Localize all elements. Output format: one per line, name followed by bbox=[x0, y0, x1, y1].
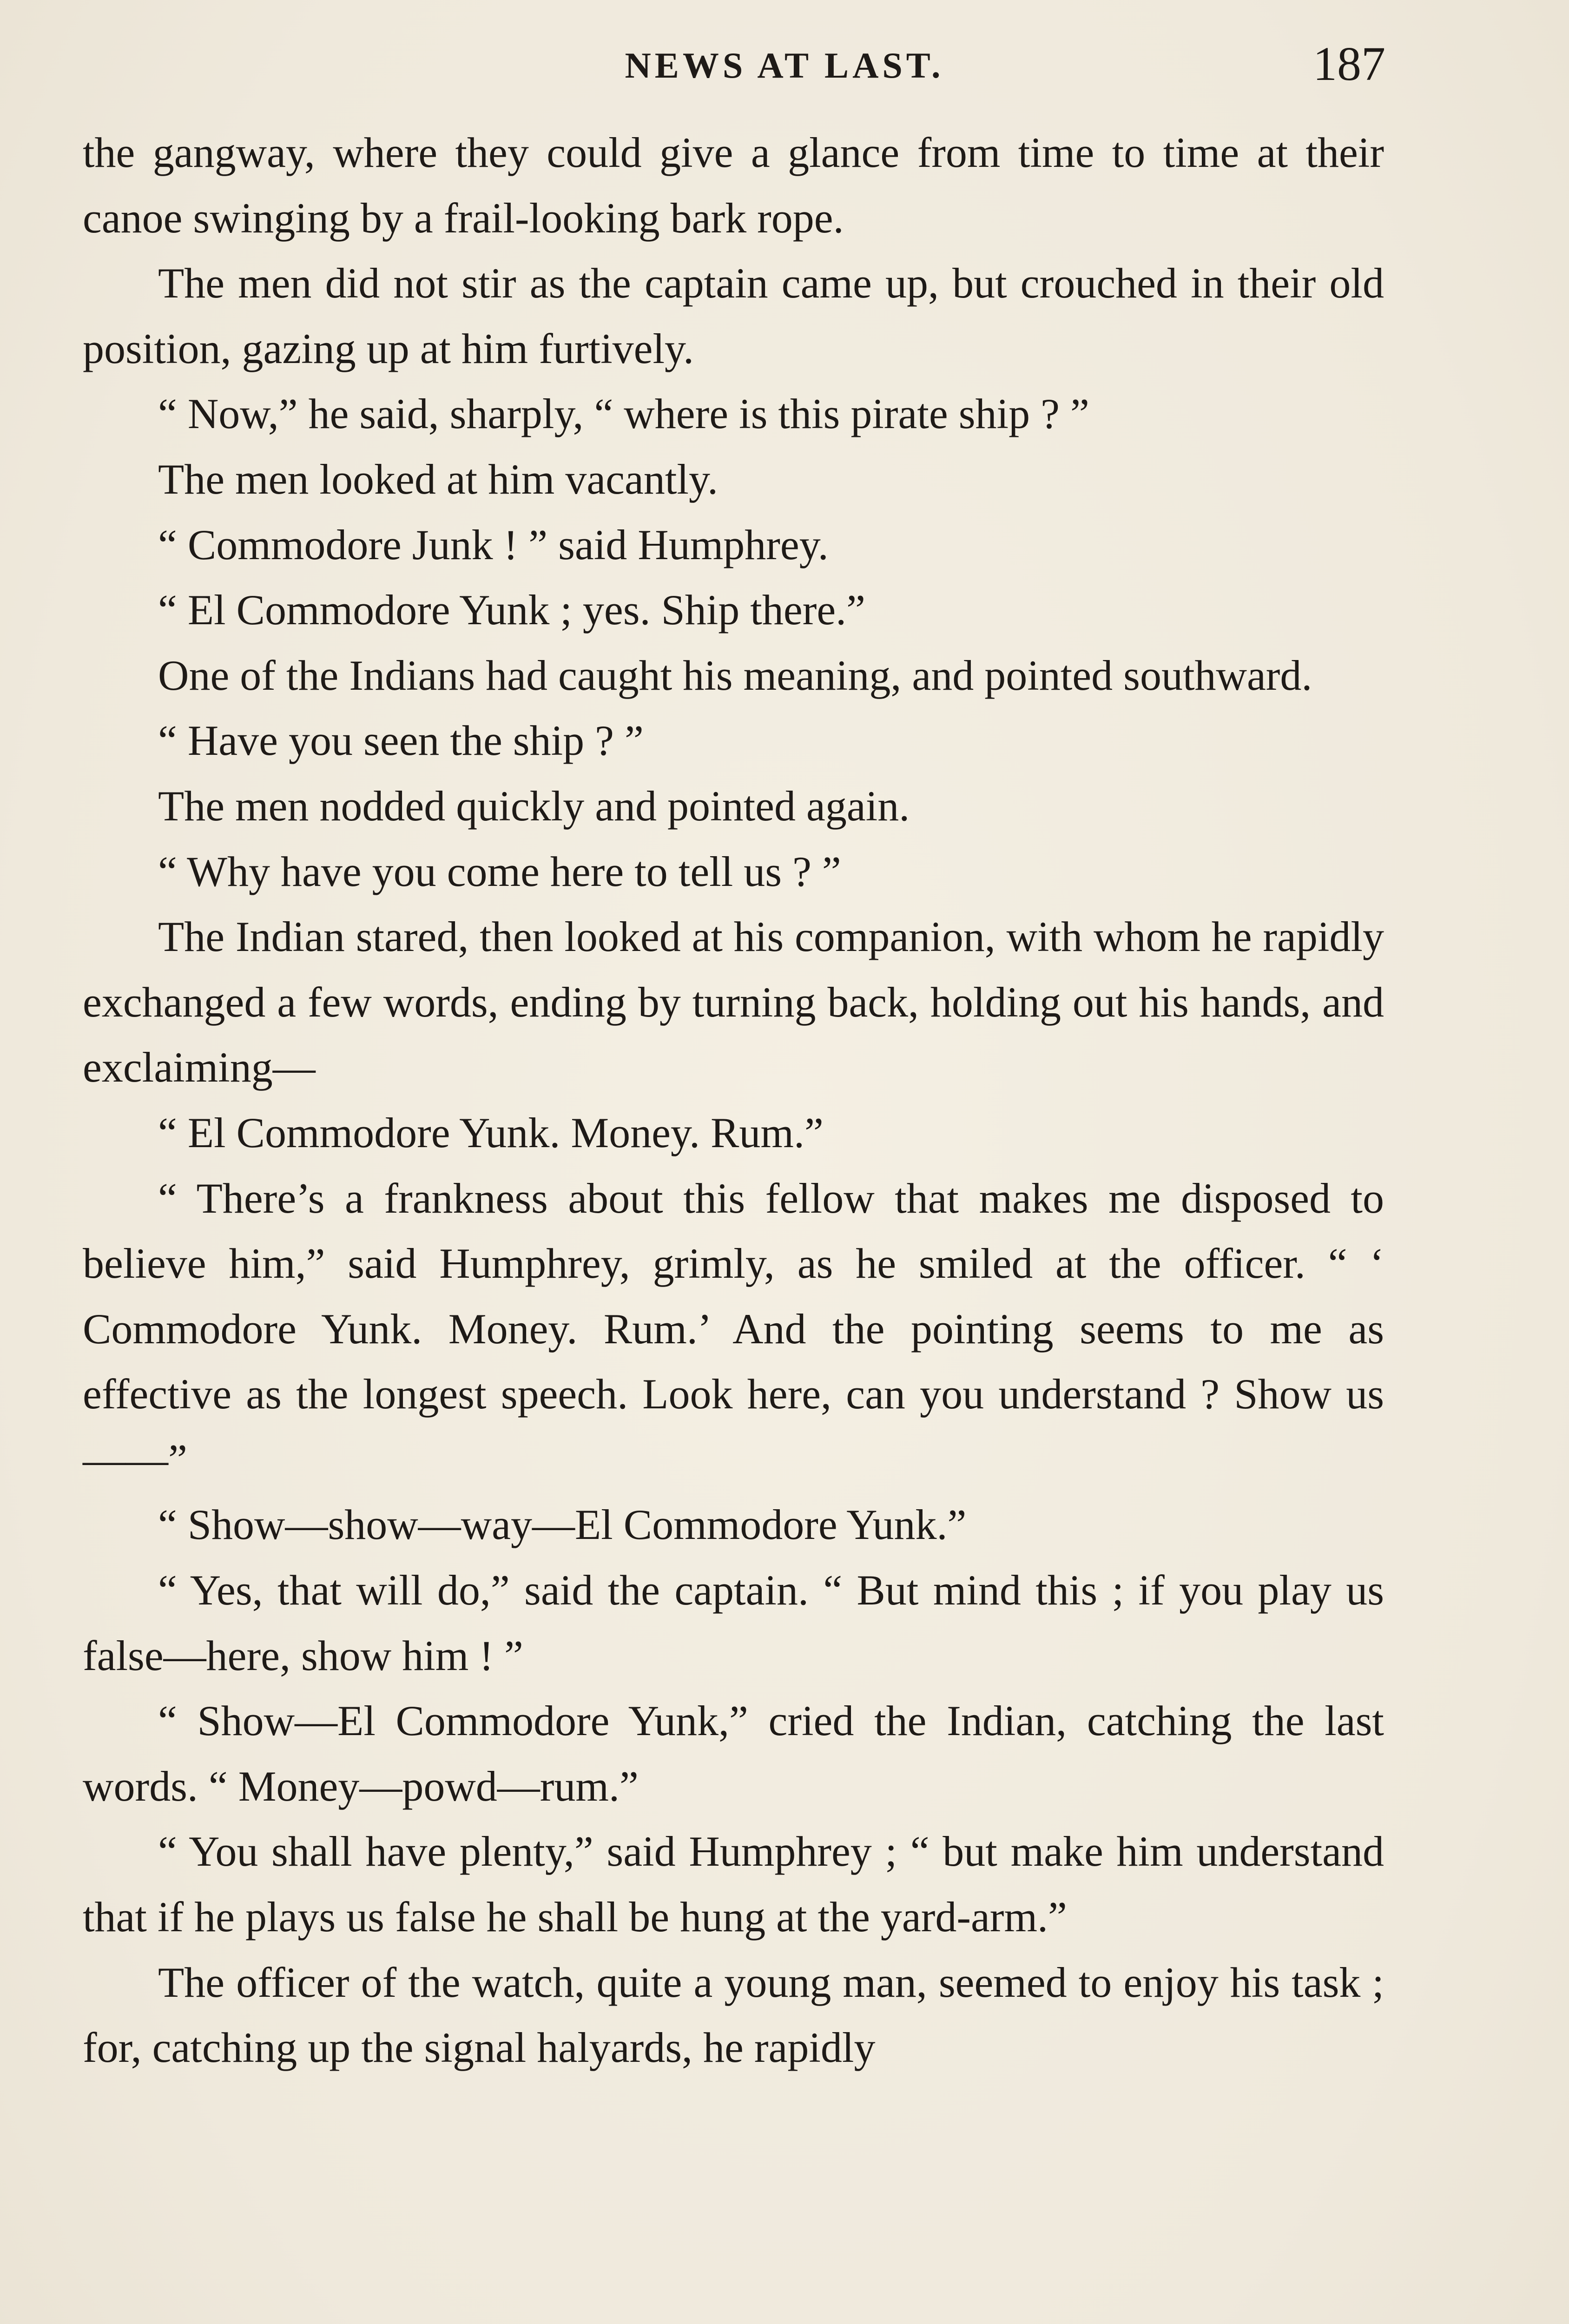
paragraph: “ You shall have plenty,” said Humphrey ; “ but make him understand that if he plays us false he shall be hung at the yard-arm.” bbox=[83, 1828, 1384, 1941]
body-text bbox=[83, 120, 1384, 2080]
paragraph: The men looked at him vacantly. bbox=[158, 455, 718, 503]
paragraph: The Indian stared, then looked at his companion, with whom he rapidly exchanged a few words, ending by turning back, holding out his hands, and exclaiming— bbox=[83, 913, 1384, 1091]
paragraph: the gangway, where they could give a glance from time to time at their canoe swinging by a frail-looking bark rope. bbox=[83, 129, 1384, 242]
running-title: NEWS AT LAST. bbox=[625, 45, 944, 86]
paragraph: One of the Indians had caught his meaning, and pointed southward. bbox=[158, 651, 1312, 699]
paragraph: The men did not stir as the captain came up, but crouched in their old position, gazing up at him furtively. bbox=[83, 259, 1384, 372]
running-head bbox=[0, 36, 1569, 92]
paragraph: “ Show—El Commodore Yunk,” cried the Indian, catching the last words. “ Money—powd—rum.” bbox=[83, 1697, 1384, 1810]
paragraph: “ Show—show—way—El Commodore Yunk.” bbox=[158, 1501, 967, 1549]
paragraph: “ Now,” he said, sharply, “ where is this pirate ship ? ” bbox=[158, 390, 1089, 438]
paragraph: “ El Commodore Yunk. Money. Rum.” bbox=[158, 1109, 824, 1156]
page-number: 187 bbox=[1313, 37, 1385, 91]
paragraph: The men nodded quickly and pointed again. bbox=[158, 782, 910, 830]
paragraph: “ El Commodore Yunk ; yes. Ship there.” bbox=[158, 586, 865, 634]
paragraph: “ There’s a frankness about this fellow that makes me disposed to believe him,” said Humphrey, grimly, as he smiled at the officer. “ ‘ Commodore Yunk. Money. Rum.’ And the pointing seems to me as effective as the longest speech. Look here, can you understand ? Show us——” bbox=[83, 1174, 1384, 1483]
paragraph: “ Why have you come here to tell us ? ” bbox=[158, 847, 841, 895]
paragraph: “ Have you seen the ship ? ” bbox=[158, 717, 644, 765]
paragraph: “ Commodore Junk ! ” said Humphrey. bbox=[158, 521, 829, 568]
paragraph: “ Yes, that will do,” said the captain. “ But mind this ; if you play us false—here, show him ! ” bbox=[83, 1566, 1384, 1679]
paragraph: The officer of the watch, quite a young man, seemed to enjoy his task ; for, catching up the signal halyards, he rapidly bbox=[83, 1958, 1384, 2072]
